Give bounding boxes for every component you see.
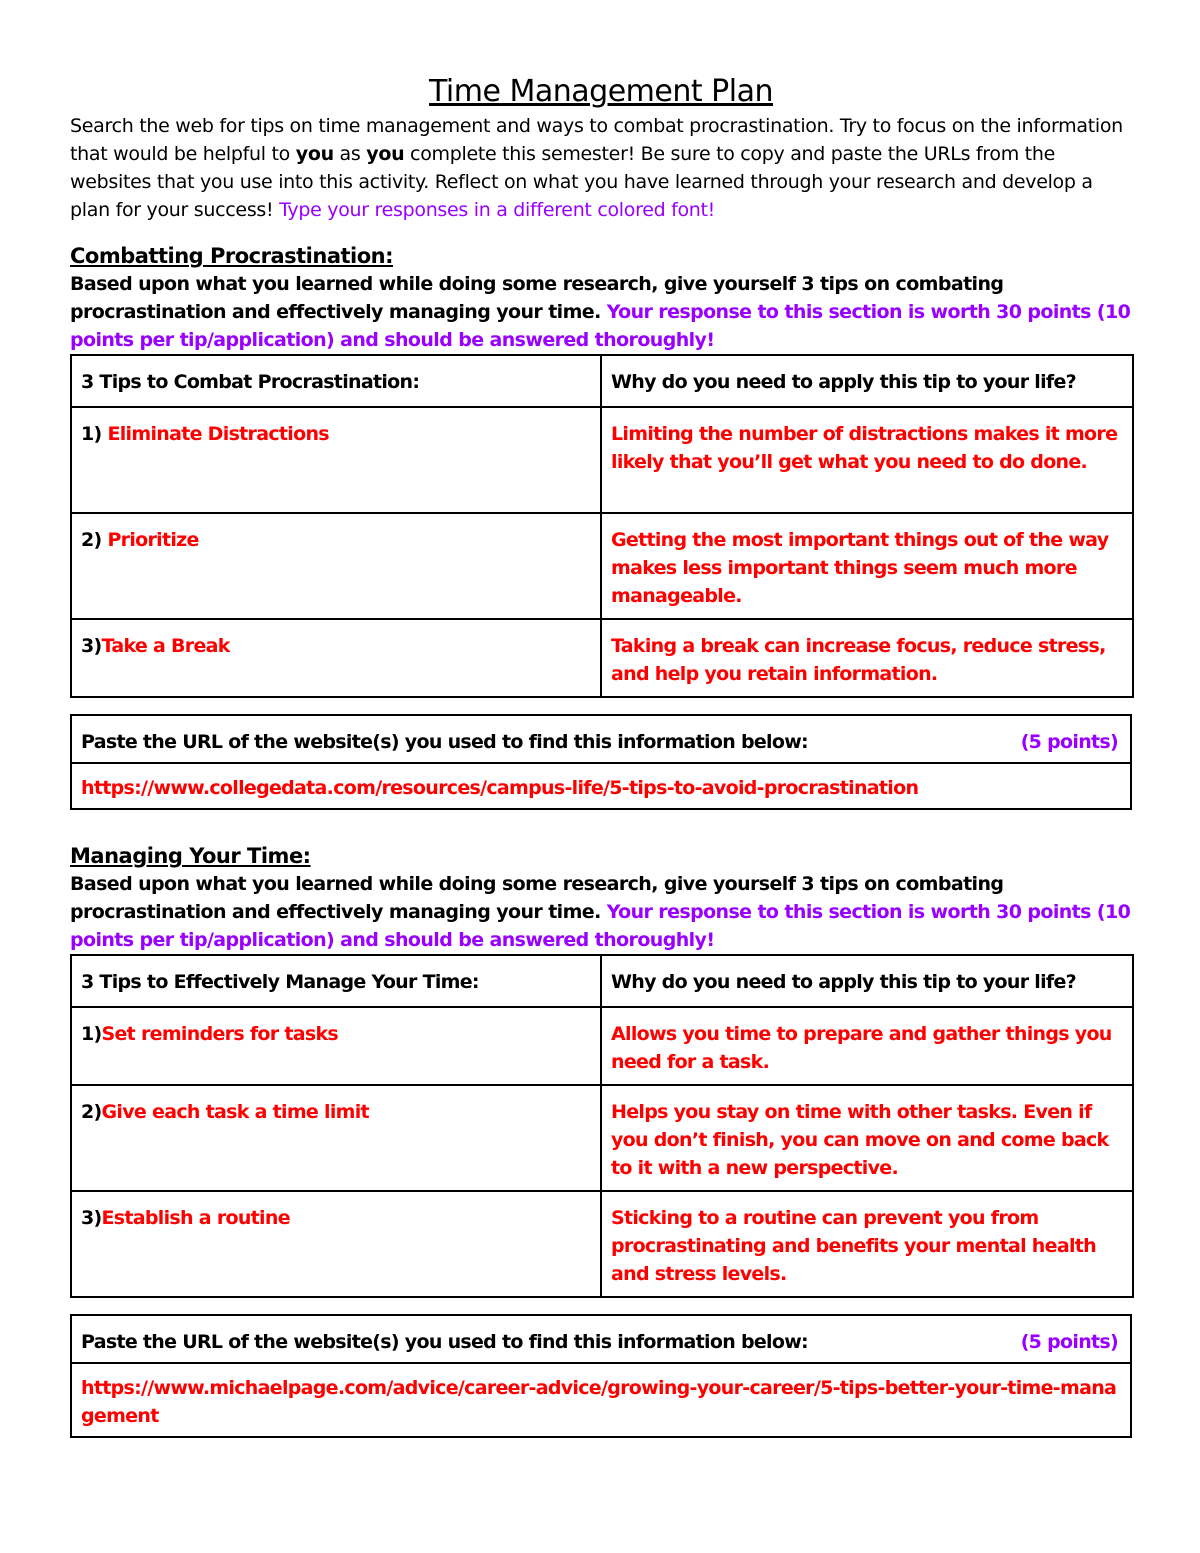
section-heading-managing-time: Managing Your Time: (70, 844, 311, 868)
intro-paragraph (70, 112, 1132, 224)
table-row (71, 1085, 1133, 1191)
why-cell[interactable]: Sticking to a routine can prevent you from procrastinating and benefits your mental health and stress levels. (601, 1191, 1133, 1297)
intro-you-1: you (295, 143, 334, 165)
intro-colored-note: Type your responses in a different colored font! (279, 199, 716, 221)
tip-number: 2) (81, 529, 102, 551)
tip-cell[interactable] (71, 513, 601, 619)
col-header-tips: 3 Tips to Combat Procrastination: (71, 355, 601, 407)
table-row (71, 407, 1133, 513)
time-management-tips-table (70, 954, 1134, 1298)
url-box-points: (5 points) (1020, 1331, 1118, 1353)
page-title: Time Management Plan (429, 74, 773, 109)
tip-number: 2) (81, 1101, 102, 1123)
url-box-header (72, 716, 1130, 764)
tip-text: Take a Break (101, 635, 230, 657)
worksheet-page (70, 72, 1132, 1438)
section-points-note: Your response to this section is worth 30 points (10 points per tip/application) and should be answered thoroughly! (70, 301, 1131, 351)
url-field[interactable]: https://www.collegedata.com/resources/campus-life/5-tips-to-avoid-procrastination (81, 777, 919, 799)
tip-cell[interactable] (71, 619, 601, 697)
why-cell[interactable]: Helps you stay on time with other tasks. Even if you don’t finish, you can move on and come back to it with a new perspective. (601, 1085, 1133, 1191)
tip-text: Prioritize (107, 529, 199, 551)
tip-number: 3) (81, 635, 102, 657)
why-cell[interactable]: Taking a break can increase focus, reduce stress, and help you retain information. (601, 619, 1133, 697)
intro-as: as (333, 143, 367, 165)
tip-text: Eliminate Distractions (107, 423, 329, 445)
why-cell[interactable]: Getting the most important things out of the way makes less important things seem much more manageable. (601, 513, 1133, 619)
section-desc-text: Based upon what you learned while doing some research, give yourself 3 tips on combating procrastination and effectively managing your time. (70, 873, 1004, 923)
url-box-procrastination (70, 714, 1132, 810)
col-header-why: Why do you need to apply this tip to your life? (601, 355, 1133, 407)
tip-cell[interactable] (71, 1085, 601, 1191)
section-desc-procrastination (70, 270, 1132, 354)
tip-number: 1) (81, 423, 102, 445)
tip-cell[interactable] (71, 1191, 601, 1297)
col-header-why: Why do you need to apply this tip to your life? (601, 955, 1133, 1007)
tip-text: Set reminders for tasks (101, 1023, 339, 1045)
intro-you-2: you (366, 143, 405, 165)
url-box-label: Paste the URL of the website(s) you used to find this information below: (81, 731, 808, 753)
table-row (71, 619, 1133, 697)
procrastination-tips-table (70, 354, 1134, 698)
tip-cell[interactable] (71, 407, 601, 513)
url-box-managing-time (70, 1314, 1132, 1438)
why-cell[interactable]: Allows you time to prepare and gather things you need for a task. (601, 1007, 1133, 1085)
intro-text-2: complete this semester! Be sure to copy and paste the URLs from the websites that you use into this activity. Reflect on what you have learned through your research and develop a plan for your success! (70, 143, 1093, 221)
table-row (71, 513, 1133, 619)
table-header-row (71, 355, 1133, 407)
section-heading-procrastination: Combatting Procrastination: (70, 244, 394, 268)
url-box-header (72, 1316, 1130, 1364)
tip-number: 3) (81, 1207, 102, 1229)
tip-text: Establish a routine (101, 1207, 290, 1229)
why-cell[interactable]: Limiting the number of distractions makes it more likely that you’ll get what you need to do done. (601, 407, 1133, 513)
tip-cell[interactable] (71, 1007, 601, 1085)
tip-text: Give each task a time limit (101, 1101, 369, 1123)
url-field[interactable]: https://www.michaelpage.com/advice/career-advice/growing-your-career/5-tips-better-your-time-management (81, 1377, 1117, 1427)
url-box-label: Paste the URL of the website(s) you used to find this information below: (81, 1331, 808, 1353)
section-desc-text: Based upon what you learned while doing some research, give yourself 3 tips on combating procrastination and effectively managing your time. (70, 273, 1004, 323)
url-box-points: (5 points) (1020, 731, 1118, 753)
table-row (71, 1191, 1133, 1297)
section-points-note: Your response to this section is worth 30 points (10 points per tip/application) and should be answered thoroughly! (70, 901, 1131, 951)
tip-number: 1) (81, 1023, 102, 1045)
table-header-row (71, 955, 1133, 1007)
table-row (71, 1007, 1133, 1085)
intro-text-1: Search the web for tips on time management and ways to combat procrastination. Try to focus on the information that would be helpful to (70, 115, 1123, 165)
col-header-tips: 3 Tips to Effectively Manage Your Time: (71, 955, 601, 1007)
section-desc-managing-time (70, 870, 1132, 954)
